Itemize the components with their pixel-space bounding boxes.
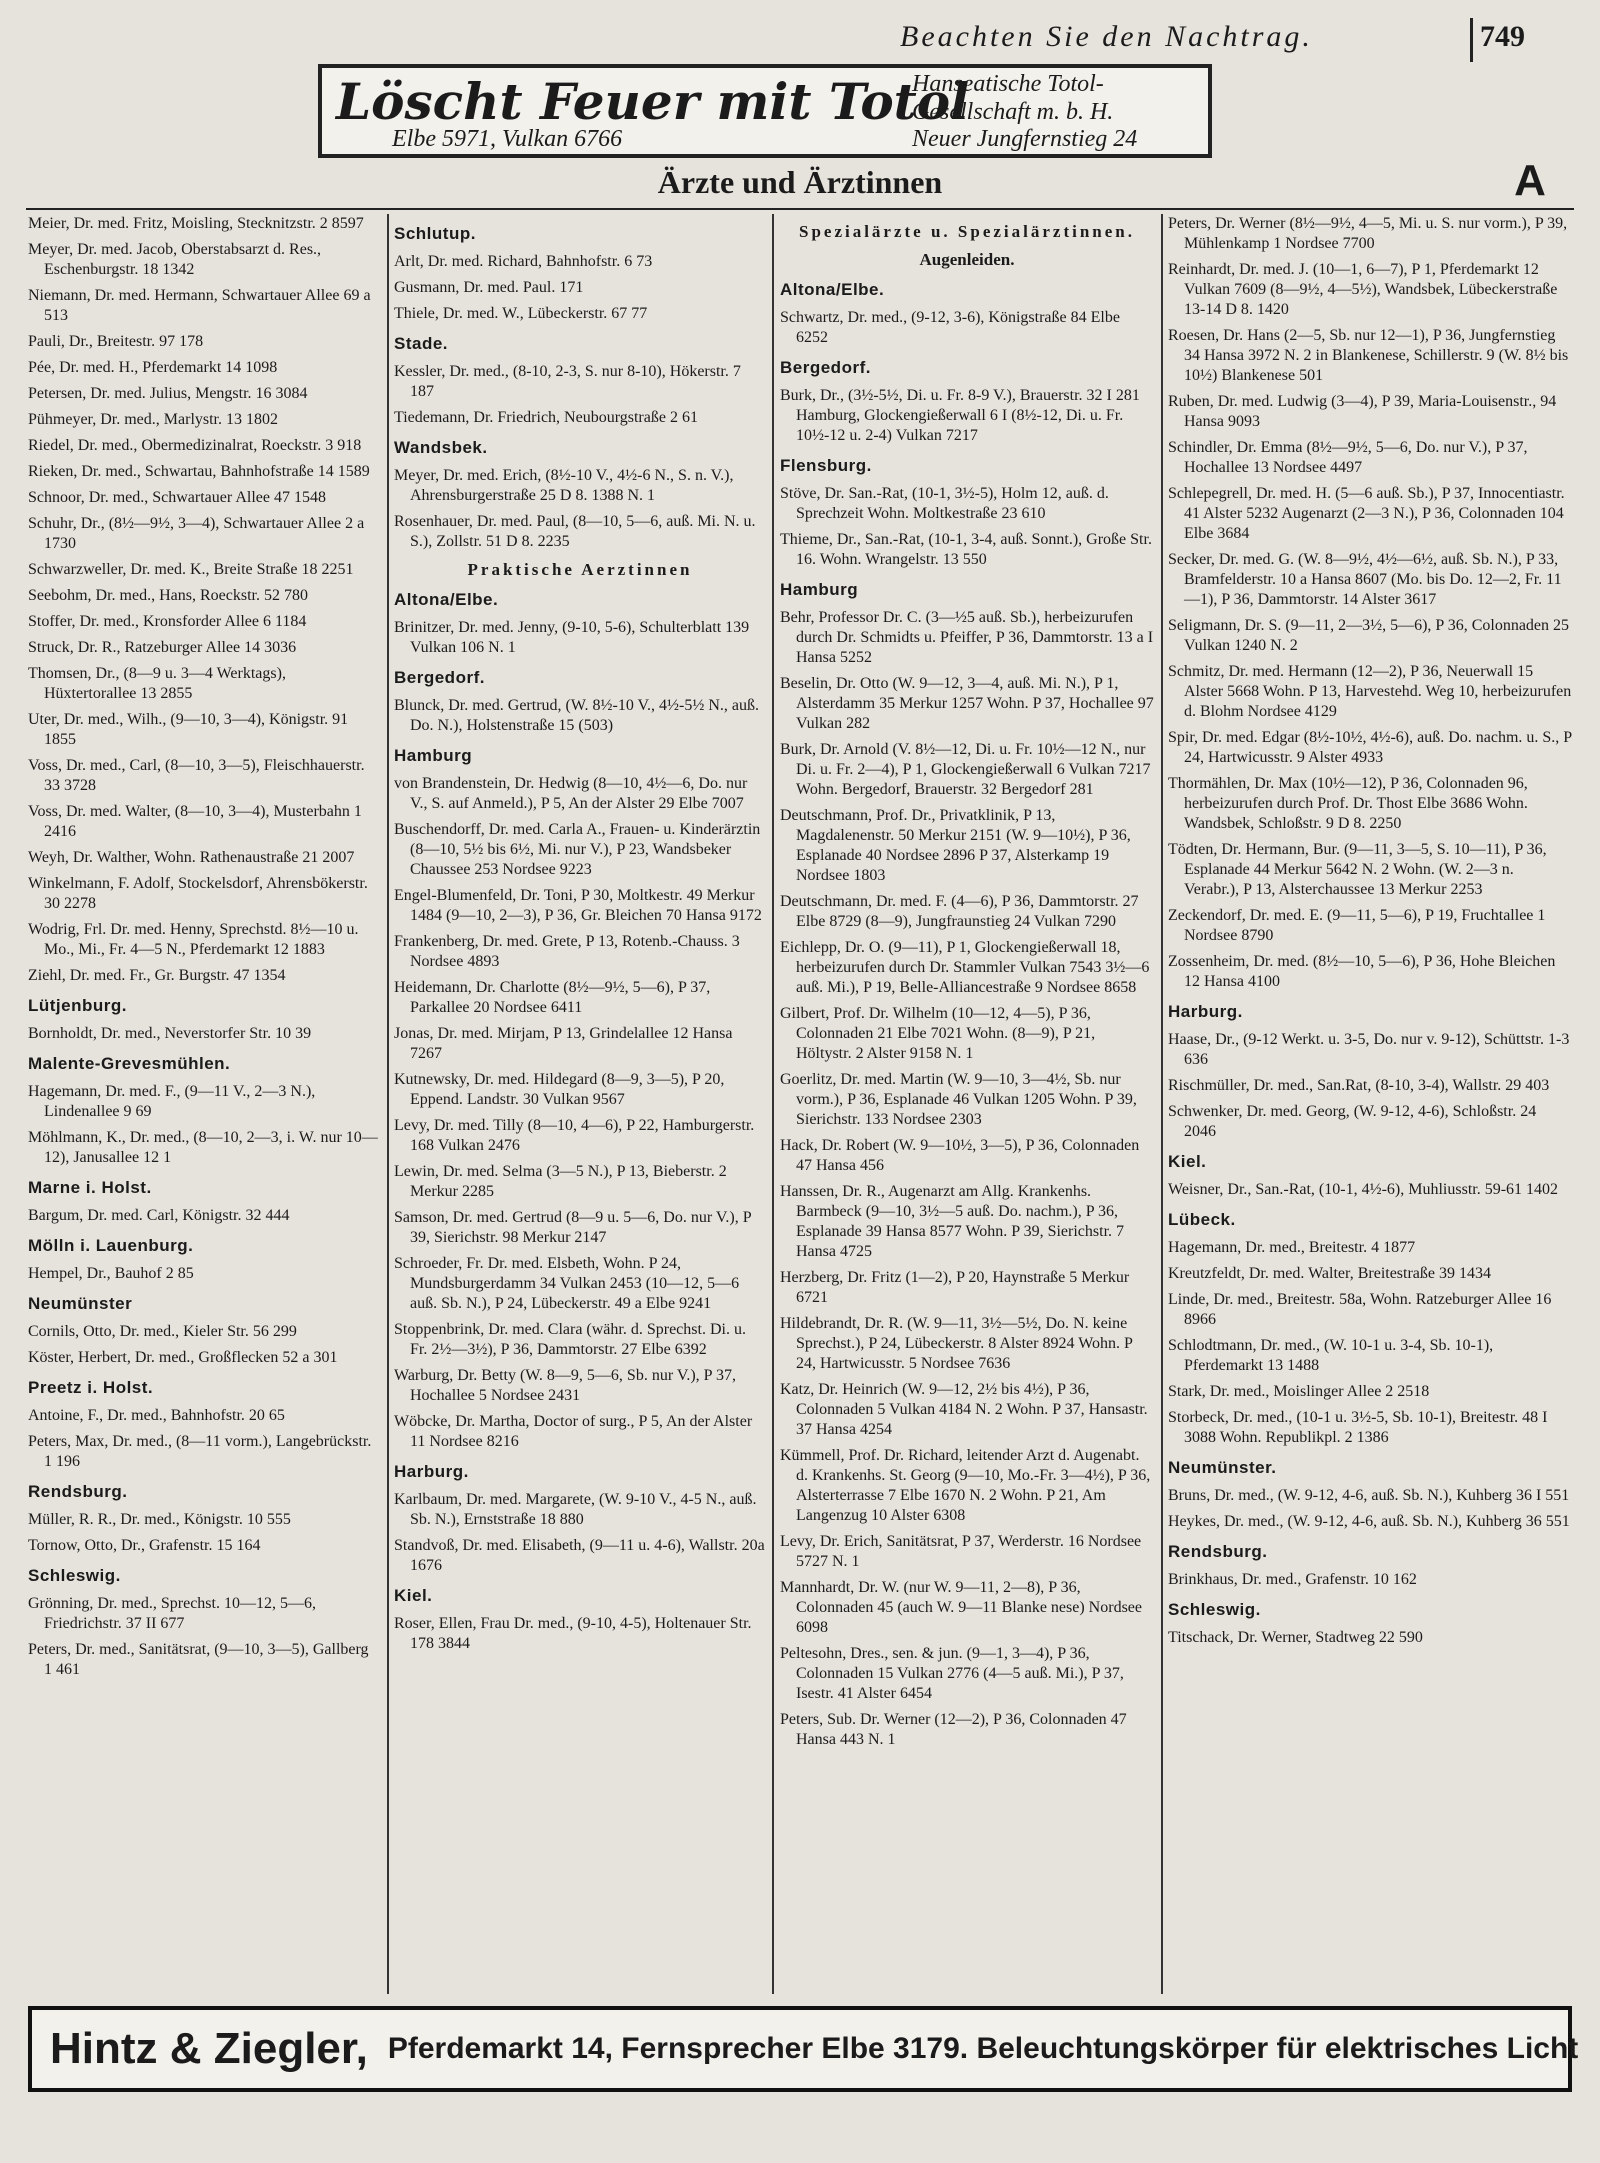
- directory-entry: Wöbcke, Dr. Martha, Doctor of surg., P 5, An der Alster 11 Nordsee 8216: [394, 1413, 753, 1450]
- directory-entry: Tiedemann, Dr. Friedrich, Neubourgstraße 2 61: [394, 409, 698, 426]
- directory-entry: Haase, Dr., (9-12 Werkt. u. 3-5, Do. nur v. 9-12), Schüttstr. 1-3 636: [1168, 1031, 1570, 1068]
- footer-ad-text: Pferdemarkt 14, Fernsprecher Elbe 3179. Beleuchtungskörper für elektrisches Licht: [387, 2032, 1579, 2065]
- directory-entry: Zossenheim, Dr. med. (8½—10, 5—6), P 36, Hohe Bleichen 12 Hansa 4100: [1168, 953, 1556, 990]
- directory-entry: Storbeck, Dr. med., (10-1 u. 3½-5, Sb. 10-1), Breitestr. 48 I 3088 Wohn. Republikpl. 2 1386: [1168, 1409, 1548, 1446]
- directory-entry: Deutschmann, Dr. med. F. (4—6), P 36, Dammtorstr. 27 Elbe 8729 (8—9), Jungfraunstieg 24 Vulkan 7290: [780, 893, 1139, 930]
- directory-entry: Hanssen, Dr. R., Augenarzt am Allg. Krankenhs. Barmbeck (9—10, 3½—5 auß. Do. nachm.), P 36, Esplanade 39 Hansa 8577 Wohn. P 39, Sierichstr. 7 Hansa 4725: [780, 1183, 1125, 1260]
- directory-entry: Heykes, Dr. med., (W. 9-12, 4-6, auß. Sb. N.), Kuhberg 36 551: [1168, 1513, 1570, 1530]
- column-separator: [1161, 214, 1163, 1994]
- directory-entry: Beselin, Dr. Otto (W. 9—12, 3—4, auß. Mi. N.), P 1, Alsterdamm 35 Merkur 1257 Wohn. P 37, Hochallee 97 Vulkan 282: [780, 675, 1154, 732]
- category-heading: Spezialärzte u. Spezialärztinnen.: [798, 222, 1136, 241]
- column-1: [28, 214, 380, 1994]
- directory-entry: Secker, Dr. med. G. (W. 8—9½, 4½—6½, auß. Sb. N.), P 33, Bramfelderstr. 10 a Hansa 8607 (Mo. bis Do. 12—2, Fr. 11—1), P 36, Dammtorstr. 14 Alster 3617: [1168, 551, 1562, 608]
- place-heading: Schleswig.: [28, 1566, 121, 1585]
- column-2: [394, 214, 766, 1994]
- place-heading: Bergedorf.: [780, 358, 871, 377]
- place-heading: Schlutup.: [394, 224, 476, 243]
- directory-entry: Brinitzer, Dr. med. Jenny, (9-10, 5-6), Schulterblatt 139 Vulkan 106 N. 1: [394, 619, 750, 656]
- place-heading: Bergedorf.: [394, 668, 485, 687]
- directory-entry: Blunck, Dr. med. Gertrud, (W. 8½-10 V., 4½-5½ N., auß. Do. N.), Holstenstraße 15 (503): [394, 697, 759, 734]
- directory-entry: Jonas, Dr. med. Mirjam, P 13, Grindelallee 12 Hansa 7267: [394, 1025, 733, 1062]
- directory-entry: Thormählen, Dr. Max (10½—12), P 36, Colonnaden 96, herbeizurufen durch Prof. Dr. Thost Elbe 3686 Wohn. Wandsbek, Schloßstr. 9 D 8. 2250: [1168, 775, 1528, 832]
- section-title: Ärzte und Ärztinnen: [657, 164, 943, 200]
- footer-advertisement: [28, 2006, 1579, 2092]
- directory-entry: Roesen, Dr. Hans (2—5, Sb. nur 12—1), P 36, Jungfernstieg 34 Hansa 3972 N. 2 in Blankenese, Schillerstr. 9 (W. 8½ bis 10½) Blankenese 501: [1168, 327, 1569, 384]
- page-number: 749: [1480, 20, 1525, 53]
- directory-entry: Schlepegrell, Dr. med. H. (5—6 auß. Sb.), P 37, Innocentiastr. 41 Alster 5232 Augenarzt (2—3 N.), P 36, Colonnaden 104 Elbe 3684: [1168, 485, 1565, 542]
- directory-entry: Schroeder, Fr. Dr. med. Elsbeth, Wohn. P 24, Mundsburgerdamm 34 Vulkan 2453 (10—12, 5—6 auß. Sb. N.), P 24, Lübeckerstr. 49 a Elbe 9241: [394, 1255, 740, 1312]
- place-heading: Altona/Elbe.: [780, 280, 885, 299]
- column-separator: [772, 214, 774, 1994]
- directory-entry: Hagemann, Dr. med., Breitestr. 4 1877: [1168, 1239, 1416, 1256]
- place-heading: Mölln i. Lauenburg.: [28, 1236, 194, 1255]
- place-heading: Rendsburg.: [1168, 1542, 1268, 1561]
- directory-entry: Pühmeyer, Dr. med., Marlystr. 13 1802: [28, 411, 278, 428]
- directory-entry: Schlodtmann, Dr. med., (W. 10-1 u. 3-4, Sb. 10-1), Pferdemarkt 13 1488: [1168, 1337, 1494, 1374]
- directory-entry: Buschendorff, Dr. med. Carla A., Frauen- u. Kinderärztin (8—10, 5½ bis 6½, Mi. nur V.), P 23, Wandsbeker Chaussee 253 Nordsee 9223: [394, 821, 761, 878]
- directory-entry: Stöve, Dr. San.-Rat, (10-1, 3½-5), Holm 12, auß. d. Sprechzeit Wohn. Moltkestraße 23 610: [780, 485, 1109, 522]
- directory-entry: Struck, Dr. R., Ratzeburger Allee 14 3036: [28, 639, 297, 656]
- directory-entry: Burk, Dr. Arnold (V. 8½—12, Di. u. Fr. 10½—12 N., nur Di. u. Fr. 2—4), P 1, Glockengießerwall 6 Vulkan 7217 Wohn. Bergedorf, Brauerstr. 32 Bergedorf 281: [780, 741, 1151, 798]
- place-heading: Hamburg: [394, 746, 473, 765]
- place-heading: Harburg.: [394, 1462, 469, 1481]
- place-heading: Altona/Elbe.: [394, 590, 499, 609]
- directory-entry: Samson, Dr. med. Gertrud (8—9 u. 5—6, Do. nur V.), P 39, Sierichstr. 98 Merkur 2147: [394, 1209, 752, 1246]
- directory-entry: Weyh, Dr. Walther, Wohn. Rathenaustraße 21 2007: [28, 849, 355, 866]
- directory-entry: Antoine, F., Dr. med., Bahnhofstr. 20 65: [28, 1407, 285, 1424]
- directory-entry: Rosenhauer, Dr. med. Paul, (8—10, 5—6, auß. Mi. N. u. S.), Zollstr. 51 D 8. 2235: [394, 513, 756, 550]
- directory-entry: Wodrig, Frl. Dr. med. Henny, Sprechstd. 8½—10 u. Mo., Mi., Fr. 4—5 N., Pferdemarkt 12 1883: [28, 921, 359, 958]
- column-4: [1168, 214, 1572, 1994]
- directory-entry: Hack, Dr. Robert (W. 9—10½, 3—5), P 36, Colonnaden 47 Hansa 456: [780, 1137, 1140, 1174]
- directory-entry: Heidemann, Dr. Charlotte (8½—9½, 5—6), P 37, Parkallee 20 Nordsee 6411: [394, 979, 711, 1016]
- directory-entry: Grönning, Dr. med., Sprechst. 10—12, 5—6, Friedrichstr. 37 II 677: [28, 1595, 316, 1632]
- directory-entry: Brinkhaus, Dr. med., Grafenstr. 10 162: [1168, 1571, 1417, 1588]
- directory-entry: Linde, Dr. med., Breitestr. 58a, Wohn. Ratzeburger Allee 16 8966: [1168, 1291, 1552, 1328]
- directory-entry: Goerlitz, Dr. med. Martin (W. 9—10, 3—4½, Sb. nur vorm.), P 36, Esplanade 46 Vulkan 1205 Wohn. P 39, Sierichstr. 133 Nordsee 2303: [780, 1071, 1137, 1128]
- directory-entry: Peters, Sub. Dr. Werner (12—2), P 36, Colonnaden 47 Hansa 443 N. 1: [780, 1711, 1127, 1748]
- place-heading: Flensburg.: [780, 456, 872, 475]
- running-head: Beachten Sie den Nachtrag.: [900, 20, 1313, 53]
- place-heading: Stade.: [394, 334, 449, 353]
- ad-company-name: Hanseatische Totol-Gesellschaft m. b. H.: [912, 71, 1114, 125]
- directory-entry: Mannhardt, Dr. W. (nur W. 9—11, 2—8), P 36, Colonnaden 45 (auch W. 9—11 Blanke nese) Nordsee 6098: [780, 1579, 1142, 1636]
- directory-entry: Katz, Dr. Heinrich (W. 9—12, 2½ bis 4½), P 36, Colonnaden 5 Vulkan 4184 N. 2 Wohn. P 37, Hansastr. 37 Hansa 4254: [780, 1381, 1148, 1438]
- place-heading: Marne i. Holst.: [28, 1178, 152, 1197]
- directory-entry: Schwarzweller, Dr. med. K., Breite Straße 18 2251: [28, 561, 354, 578]
- top-advertisement: [318, 64, 1212, 158]
- directory-entry: Stoppenbrink, Dr. med. Clara (währ. d. Sprechst. Di. u. Fr. 2½—3½), P 36, Dammtorstr. 27 Elbe 6392: [394, 1321, 746, 1358]
- directory-entry: Meyer, Dr. med. Erich, (8½-10 V., 4½-6 N., S. n. V.), Ahrensburgerstraße 25 D 8. 1388 N. 1: [394, 467, 734, 504]
- directory-entry: Kreutzfeldt, Dr. med. Walter, Breitestraße 39 1434: [1168, 1265, 1492, 1282]
- directory-entry: Lewin, Dr. med. Selma (3—5 N.), P 13, Bieberstr. 2 Merkur 2285: [394, 1163, 727, 1200]
- directory-entry: Titschack, Dr. Werner, Stadtweg 22 590: [1168, 1629, 1423, 1646]
- directory-entry: Levy, Dr. Erich, Sanitätsrat, P 37, Werderstr. 16 Nordsee 5727 N. 1: [780, 1533, 1142, 1570]
- column-separator: [387, 214, 389, 1994]
- directory-entry: Schmitz, Dr. med. Hermann (12—2), P 36, Neuerwall 15 Alster 5668 Wohn. P 13, Harvestehd. Weg 10, herbeizurufen d. Blohm Nordsee 4129: [1168, 663, 1572, 720]
- directory-entry: Hagemann, Dr. med. F., (9—11 V., 2—3 N.), Lindenallee 9 69: [28, 1083, 316, 1120]
- directory-entry: Möhlmann, K., Dr. med., (8—10, 2—3, i. W. nur 10—12), Janusallee 12 1: [28, 1129, 378, 1166]
- directory-entry: Ruben, Dr. med. Ludwig (3—4), P 39, Maria-Louisenstr., 94 Hansa 9093: [1168, 393, 1557, 430]
- directory-entry: Ziehl, Dr. med. Fr., Gr. Burgstr. 47 1354: [28, 967, 286, 984]
- directory-entry: Karlbaum, Dr. med. Margarete, (W. 9-10 V., 4-5 N., auß. Sb. N.), Ernststraße 18 880: [394, 1491, 757, 1528]
- directory-entry: Peltesohn, Dres., sen. & jun. (9—1, 3—4), P 36, Colonnaden 15 Vulkan 2776 (4—5 auß. Mi.), P 37, Isestr. 41 Alster 6454: [780, 1645, 1124, 1702]
- directory-entry: Reinhardt, Dr. med. J. (10—1, 6—7), P 1, Pferdemarkt 12 Vulkan 7609 (8—9½, 4—5½), Wandsbek, Lübeckerstraße 13-14 D 8. 1420: [1168, 261, 1558, 318]
- directory-entry: Warburg, Dr. Betty (W. 8—9, 5—6, Sb. nur V.), P 37, Hochallee 5 Nordsee 2431: [394, 1367, 736, 1404]
- subcategory-heading: Augenleiden.: [919, 250, 1015, 269]
- directory-entry: Weisner, Dr., San.-Rat, (10-1, 4½-6), Muhliusstr. 59-61 1402: [1168, 1181, 1559, 1198]
- directory-entry: Spir, Dr. med. Edgar (8½-10½, 4½-6), auß. Do. nachm. u. S., P 24, Hartwicusstr. 9 Alster 4933: [1168, 729, 1572, 766]
- directory-entry: Cornils, Otto, Dr. med., Kieler Str. 56 299: [28, 1323, 297, 1340]
- directory-entry: Behr, Professor Dr. C. (3—½5 auß. Sb.), herbeizurufen durch Dr. Schmidts u. Pfeiffer, P 36, Dammtorstr. 13 a I Hansa 5252: [780, 609, 1154, 666]
- directory-entry: Schnoor, Dr. med., Schwartauer Allee 47 1548: [28, 489, 326, 506]
- directory-entry: Deutschmann, Prof. Dr., Privatklinik, P 13, Magdalenenstr. 50 Merkur 2151 (W. 9—10½), P 36, Esplanade 40 Nordsee 2896 P 37, Alsterkamp 19 Nordsee 1803: [780, 807, 1131, 884]
- directory-entry: Seebohm, Dr. med., Hans, Roeckstr. 52 780: [28, 587, 308, 604]
- directory-entry: Levy, Dr. med. Tilly (8—10, 4—6), P 22, Hamburgerstr. 168 Vulkan 2476: [394, 1117, 755, 1154]
- directory-entry: Rieken, Dr. med., Schwartau, Bahnhofstraße 14 1589: [28, 463, 370, 480]
- directory-entry: Burk, Dr., (3½-5½, Di. u. Fr. 8-9 V.), Brauerstr. 32 I 281 Hamburg, Glockengießerwall 6 I (8½-12, Di. u. Fr. 10½-12 u. 2-4) Vulkan 7217: [780, 387, 1140, 444]
- directory-entry: Pée, Dr. med. H., Pferdemarkt 14 1098: [28, 359, 278, 376]
- directory-entry: Tornow, Otto, Dr., Grafenstr. 15 164: [28, 1537, 261, 1554]
- directory-entry: Hildebrandt, Dr. R. (W. 9—11, 3½—5½, Do. N. keine Sprechst.), P 24, Lübeckerstr. 8 Alster 8924 Wohn. P 24, Hartwicusstr. 5 Nordsee 7636: [780, 1315, 1133, 1372]
- ad-brand-slogan: Löscht Feuer mit Totol: [336, 72, 970, 131]
- place-heading: Wandsbek.: [394, 438, 488, 457]
- header-divider: [1470, 18, 1473, 62]
- place-heading: Schleswig.: [1168, 1600, 1261, 1619]
- directory-entry: Pauli, Dr., Breitestr. 97 178: [28, 333, 204, 350]
- directory-entry: Stark, Dr. med., Moislinger Allee 2 2518: [1168, 1383, 1430, 1400]
- directory-entry: Gusmann, Dr. med. Paul. 171: [394, 279, 584, 296]
- directory-entry: Peters, Dr. med., Sanitätsrat, (9—10, 3—5), Gallberg 1 461: [28, 1641, 369, 1678]
- directory-entry: Schindler, Dr. Emma (8½—9½, 5—6, Do. nur V.), P 37, Hochallee 13 Nordsee 4497: [1168, 439, 1528, 476]
- directory-entry: von Brandenstein, Dr. Hedwig (8—10, 4½—6, Do. nur V., S. auf Anmeld.), P 5, An der Alster 29 Elbe 7007: [394, 775, 748, 812]
- directory-entry: Zeckendorf, Dr. med. E. (9—11, 5—6), P 19, Fruchtallee 1 Nordsee 8790: [1168, 907, 1546, 944]
- directory-entry: Kutnewsky, Dr. med. Hildegard (8—9, 3—5), P 20, Eppend. Landstr. 30 Vulkan 9567: [394, 1071, 725, 1108]
- directory-entry: Meier, Dr. med. Fritz, Moisling, Stecknitzstr. 2 8597: [28, 215, 364, 232]
- place-heading: Hamburg: [780, 580, 859, 599]
- place-heading: Rendsburg.: [28, 1482, 128, 1501]
- directory-entry: Voss, Dr. med., Carl, (8—10, 3—5), Fleischhauerstr. 33 3728: [28, 757, 365, 794]
- header-rule: [26, 208, 1574, 210]
- place-heading: Harburg.: [1168, 1002, 1243, 1021]
- directory-entry: Petersen, Dr. med. Julius, Mengstr. 16 3084: [28, 385, 308, 402]
- directory-entry: Uter, Dr. med., Wilh., (9—10, 3—4), Königstr. 91 1855: [28, 711, 349, 748]
- place-heading: Preetz i. Holst.: [28, 1378, 154, 1397]
- directory-entry: Niemann, Dr. med. Hermann, Schwartauer Allee 69 a 513: [28, 287, 371, 324]
- directory-entry: Winkelmann, F. Adolf, Stockelsdorf, Ahrensbökerstr. 30 2278: [28, 875, 368, 912]
- place-heading: Malente-Grevesmühlen.: [28, 1054, 231, 1073]
- directory-entry: Voss, Dr. med. Walter, (8—10, 3—4), Musterbahn 1 2416: [28, 803, 362, 840]
- directory-entry: Rischmüller, Dr. med., San.Rat, (8-10, 3-4), Wallstr. 29 403: [1168, 1077, 1550, 1094]
- directory-entry: Engel-Blumenfeld, Dr. Toni, P 30, Moltkestr. 49 Merkur 1484 (9—10, 2—3), P 36, Gr. Bleichen 70 Hansa 9172: [394, 887, 762, 924]
- directory-entry: Thieme, Dr., San.-Rat, (10-1, 3-4, auß. Sonnt.), Große Str. 16. Wohn. Wrangelstr. 13 550: [780, 531, 1152, 568]
- directory-entry: Bornholdt, Dr. med., Neverstorfer Str. 10 39: [28, 1025, 312, 1042]
- directory-entry: Thiele, Dr. med. W., Lübeckerstr. 67 77: [394, 305, 648, 322]
- directory-entry: Bargum, Dr. med. Carl, Königstr. 32 444: [28, 1207, 290, 1224]
- directory-entry: Arlt, Dr. med. Richard, Bahnhofstr. 6 73: [394, 253, 653, 270]
- ad-address: Neuer Jungfernstieg 24: [912, 126, 1138, 152]
- directory-entry: Seligmann, Dr. S. (9—11, 2—3½, 5—6), P 36, Colonnaden 25 Vulkan 1240 N. 2: [1168, 617, 1570, 654]
- directory-entry: Peters, Max, Dr. med., (8—11 vorm.), Langebrückstr. 1 196: [28, 1433, 372, 1470]
- directory-entry: Kessler, Dr. med., (8-10, 2-3, S. nur 8-10), Hökerstr. 7 187: [394, 363, 741, 400]
- place-heading: Neumünster.: [1168, 1458, 1277, 1477]
- footer-ad-brand: Hintz & Ziegler,: [50, 2024, 368, 2073]
- place-heading: Lübeck.: [1168, 1210, 1236, 1229]
- ad-phone-numbers: Elbe 5971, Vulkan 6766: [392, 126, 623, 152]
- directory-entry: Kümmell, Prof. Dr. Richard, leitender Arzt d. Augenabt. d. Krankenhs. St. Georg (9—10, Mo.-Fr. 3—4½), P 36, Alsterterrasse 7 Elbe 1670 N. 2 Wohn. P 21, Am Langenzug 10 Alster 6308: [780, 1447, 1151, 1524]
- section-letter: A: [1514, 156, 1546, 205]
- directory-entry: Gilbert, Prof. Dr. Wilhelm (10—12, 4—5), P 36, Colonnaden 21 Elbe 7021 Wohn. (8—9), P 21, Höltystr. 2 Alster 9158 N. 1: [780, 1005, 1096, 1062]
- directory-entry: Schuhr, Dr., (8½—9½, 3—4), Schwartauer Allee 2 a 1730: [28, 515, 365, 552]
- directory-entry: Standvoß, Dr. med. Elisabeth, (9—11 u. 4-6), Wallstr. 20a 1676: [394, 1537, 765, 1574]
- directory-entry: Schwartz, Dr. med., (9-12, 3-6), Königstraße 84 Elbe 6252: [780, 309, 1120, 346]
- directory-entry: Roser, Ellen, Frau Dr. med., (9-10, 4-5), Holtenauer Str. 178 3844: [394, 1615, 752, 1652]
- column-3: [780, 214, 1154, 1994]
- directory-entry: Eichlepp, Dr. O. (9—11), P 1, Glockengießerwall 18, herbeizurufen durch Dr. Stammler Vulkan 7543 3½—6 auß. Mi.), P 19, Belle-Alliancestraße 9 Nordsee 8658: [780, 939, 1150, 996]
- directory-entry: Hempel, Dr., Bauhof 2 85: [28, 1265, 194, 1282]
- directory-entry: Stoffer, Dr. med., Kronsforder Allee 6 1184: [28, 613, 307, 630]
- directory-entry: Müller, R. R., Dr. med., Königstr. 10 555: [28, 1511, 291, 1528]
- directory-entry: Thomsen, Dr., (8—9 u. 3—4 Werktags), Hüxtertorallee 13 2855: [28, 665, 286, 702]
- directory-entry: Herzberg, Dr. Fritz (1—2), P 20, Haynstraße 5 Merkur 6721: [780, 1269, 1130, 1306]
- directory-entry: Köster, Herbert, Dr. med., Großflecken 52 a 301: [28, 1349, 338, 1366]
- directory-entry: Meyer, Dr. med. Jacob, Oberstabsarzt d. Res., Eschenburgstr. 18 1342: [28, 241, 322, 278]
- category-heading: Praktische Aerztinnen: [467, 560, 693, 579]
- directory-entry: Peters, Dr. Werner (8½—9½, 4—5, Mi. u. S. nur vorm.), P 39, Mühlenkamp 1 Nordsee 7700: [1168, 215, 1568, 252]
- place-heading: Kiel.: [1168, 1152, 1207, 1171]
- place-heading: Neumünster: [28, 1294, 133, 1313]
- directory-entry: Frankenberg, Dr. med. Grete, P 13, Rotenb.-Chauss. 3 Nordsee 4893: [394, 933, 740, 970]
- place-heading: Lütjenburg.: [28, 996, 127, 1015]
- directory-entry: Schwenker, Dr. med. Georg, (W. 9-12, 4-6), Schloßstr. 24 2046: [1168, 1103, 1537, 1140]
- directory-entry: Tödten, Dr. Hermann, Bur. (9—11, 3—5, S. 10—11), P 36, Esplanade 44 Merkur 5642 N. 2 Wohn. (W. 2—3 n. Verabr.), P 13, Alsterchaussee 13 Merkur 2253: [1168, 841, 1547, 898]
- place-heading: Kiel.: [394, 1586, 433, 1605]
- directory-entry: Riedel, Dr. med., Obermedizinalrat, Roeckstr. 3 918: [28, 437, 362, 454]
- directory-entry: Bruns, Dr. med., (W. 9-12, 4-6, auß. Sb. N.), Kuhberg 36 I 551: [1168, 1487, 1570, 1504]
